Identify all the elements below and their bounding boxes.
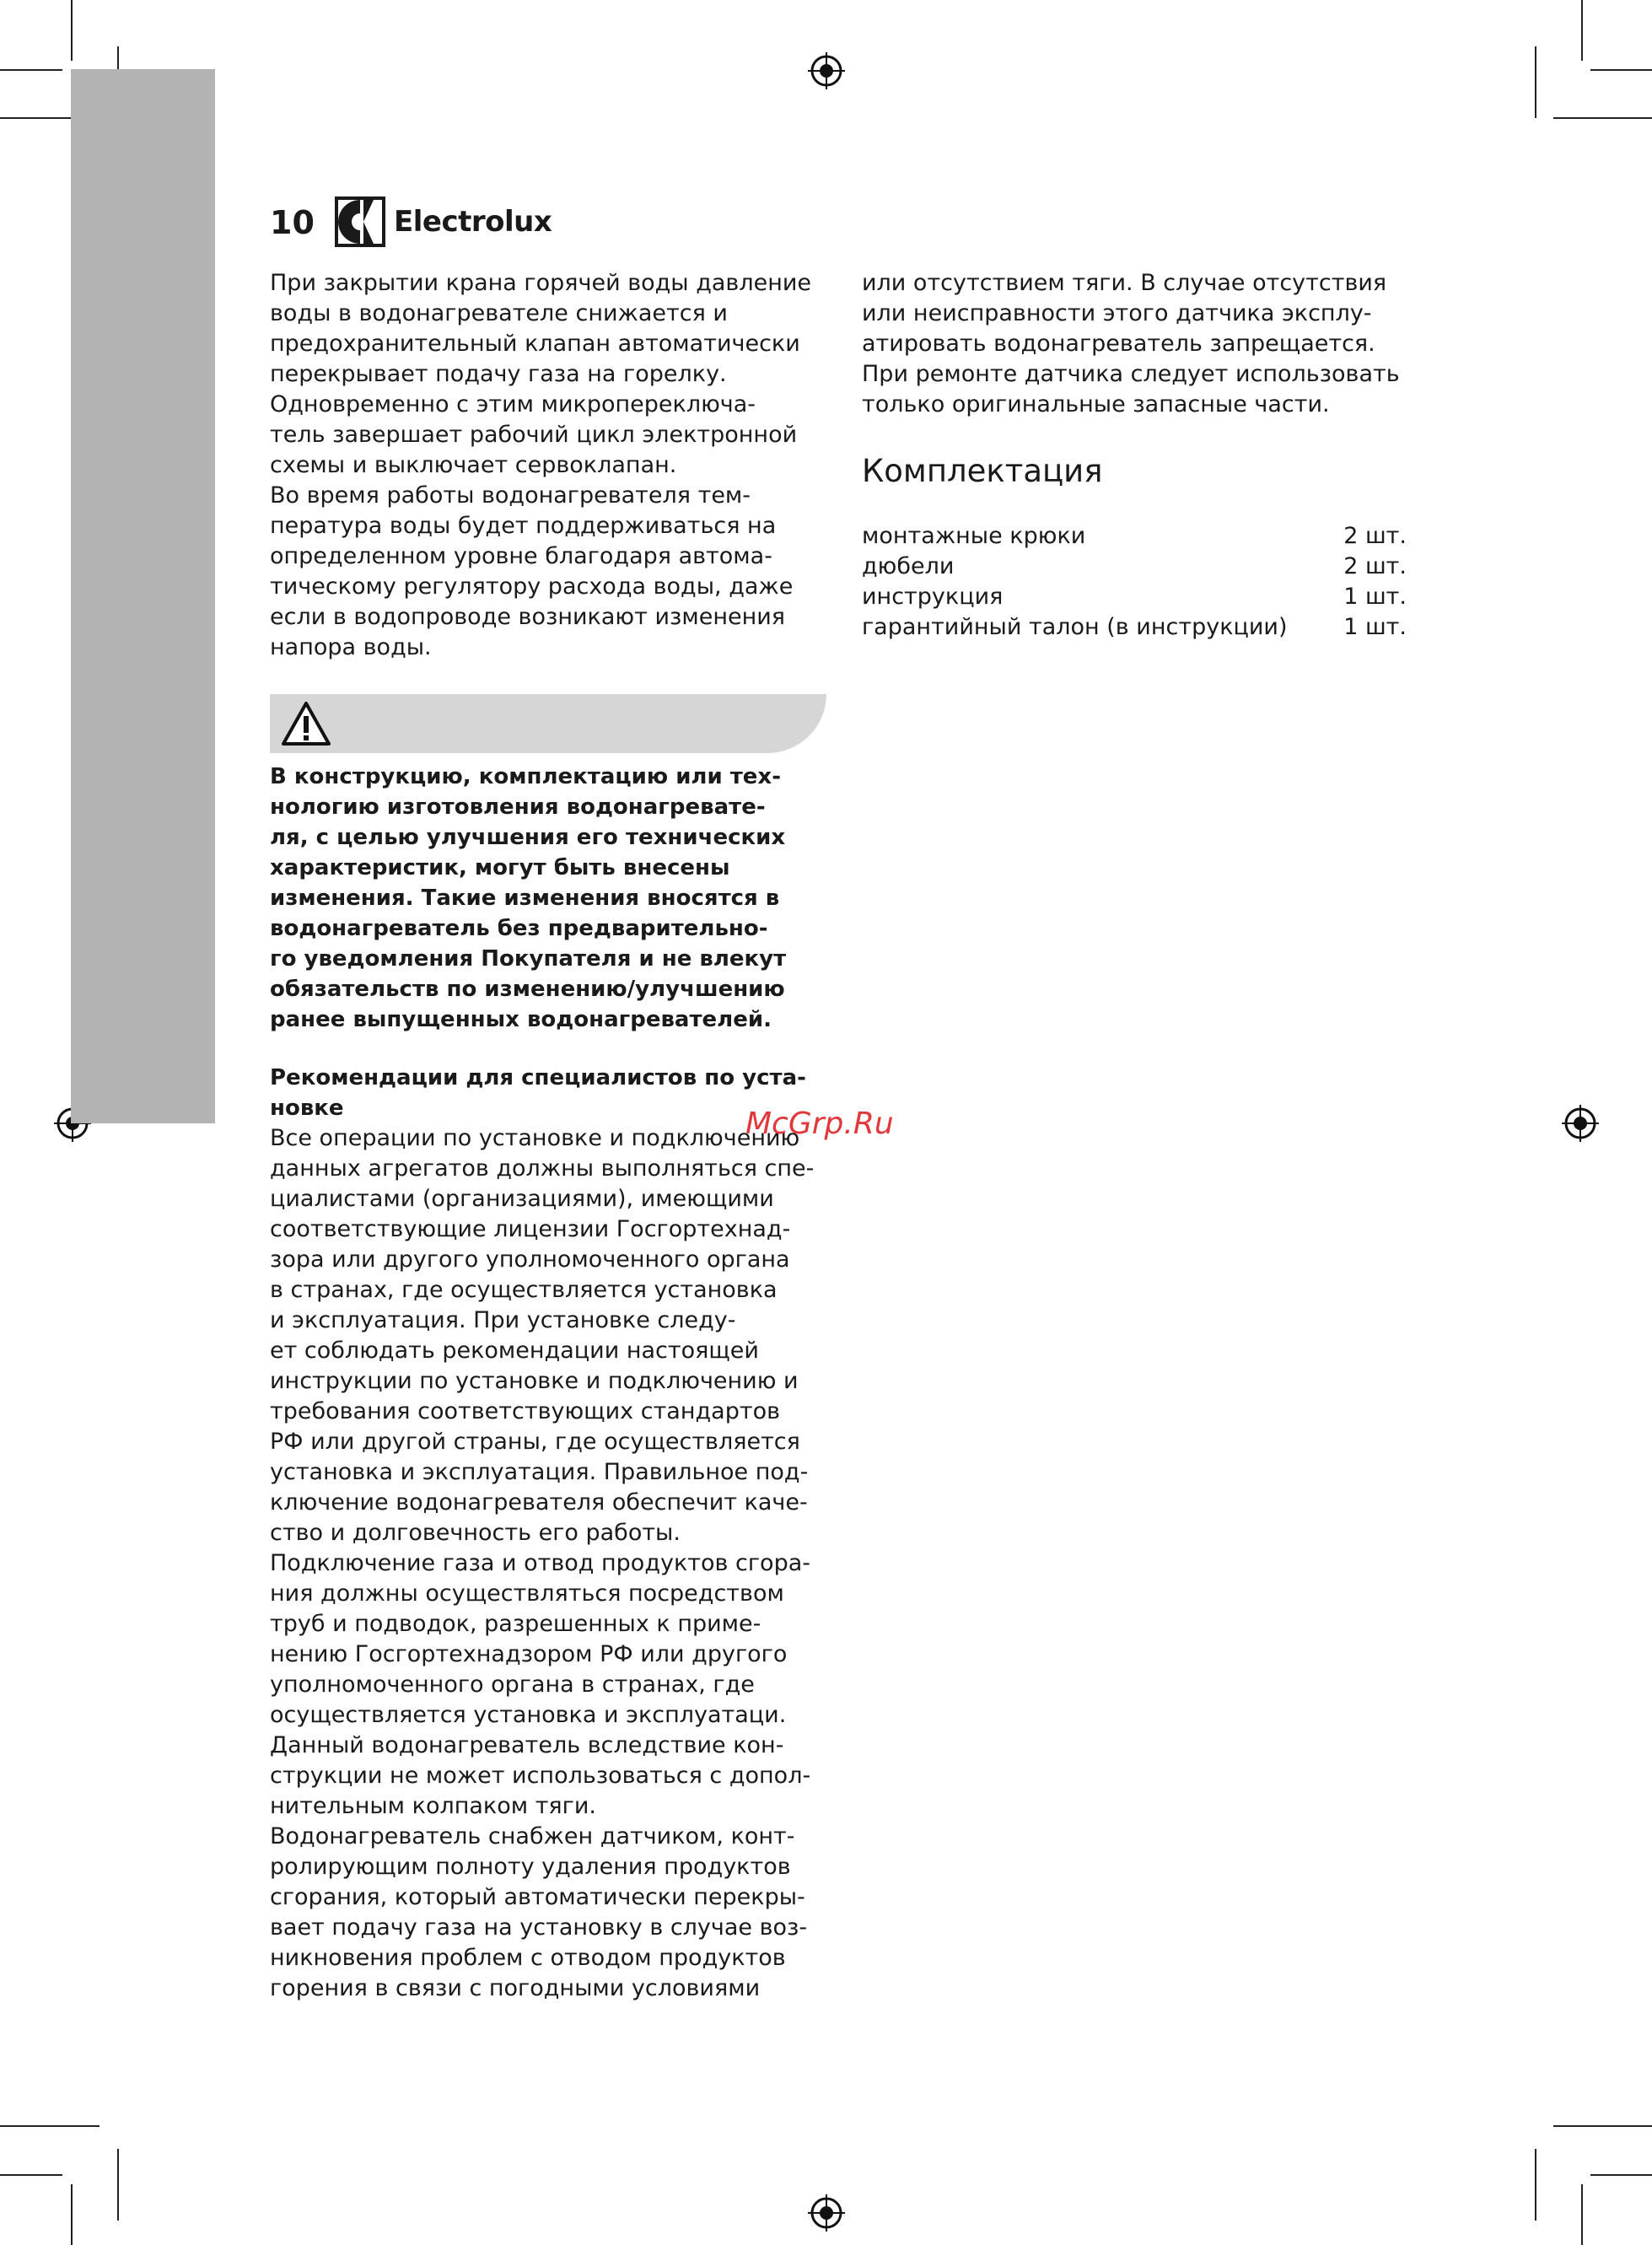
crop-mark — [1535, 2149, 1536, 2221]
crop-mark — [71, 2184, 73, 2245]
section-text: Все операции по установке и подключению данных агрегатов должны выполняться спе- циалистами (организациями), имеющими соответствующие лицензии Госгортехнад- зора или другого уполномоченного органа в странах, где осуществляется установка и эксплуатация. При установке следу- ет соблюдать рекомендации настоящей инструкции по установке и подключению и требования соответствующих стандартов РФ или другой страны, где осуществляется установка и эксплуатация. Правильное под- ключение водонагревателя обеспечит каче- ство и долговечность его работы. Подключение газа и отвод продуктов сгора- ния должны осуществляться посредством труб и подводок, разрешенных к приме- нению Госгортехнадзором РФ или другого уполномоченного органа в странах, где осуществляется установка и эксплуатаци. Данный водонагреватель вследствие кон- струкции не может использоваться с допол- нительным колпаком тяги. Водонагреватель снабжен датчиком, конт- ролирующим полноту удаления продуктов сгорания, который автоматически перекры- вает подачу газа на установку в случае воз- никновения проблем с отводом продуктов горения в связи с погодными условиями — [270, 1125, 815, 2001]
warning-triangle-icon — [280, 700, 332, 747]
crop-mark — [0, 69, 62, 71]
crop-mark — [1553, 117, 1652, 119]
registration-mark-icon — [1562, 1105, 1599, 1142]
kit-row — [862, 552, 1407, 582]
kit-row — [862, 582, 1407, 612]
kit-item-name: инструкция — [862, 584, 1004, 610]
intro-paragraph: При закрытии крана горячей воды давление воды в водонагревателе снижается и предохранительный клапан автоматически перекрывает подачу газа на горелку. Одновременно с этим микропереключа- тель завершает рабочий цикл электронной схемы и выключает сервоклапан. Во время работы водонагревателя тем- пература воды будет поддерживаться на определенном уровне благодаря автома- тическому регулятору расхода воды, даже если в водопроводе возникают изменения напора воды. — [270, 270, 812, 660]
kit-item-qty: 2 шт. — [1343, 553, 1407, 579]
kit-item-qty: 1 шт. — [1343, 614, 1407, 640]
warning-block — [270, 762, 835, 1035]
crop-mark — [1590, 2174, 1652, 2176]
brand-logo — [335, 197, 552, 247]
crop-mark — [71, 0, 73, 61]
registration-mark-icon — [808, 52, 845, 89]
left-column — [270, 268, 835, 663]
crop-mark — [1590, 69, 1652, 71]
warning-bar — [270, 694, 826, 753]
kit-item-qty: 2 шт. — [1343, 523, 1407, 549]
crop-mark — [1535, 46, 1536, 118]
kit-row — [862, 521, 1407, 552]
section-heading: Рекомендации для специалистов по уста- новке — [270, 1065, 806, 1121]
installation-section — [270, 1063, 835, 2004]
crop-mark — [0, 2174, 62, 2176]
warning-text: В конструкцию, комплектацию или тех- нологию изготовления водонагревате- ля, с целью улучшения его технических характеристик, могут быть внесены изменения. Такие изменения вносятся в водонагреватель без предварительно- го уведомления Покупателя и не влекут обязательств по изменению/улучшению ранее выпущенных водонагревателей. — [270, 764, 787, 1032]
crop-mark — [117, 2149, 119, 2221]
kit-title: Комплектация — [862, 453, 1103, 489]
kit-item-qty: 1 шт. — [1343, 584, 1407, 610]
electrolux-logo-icon — [335, 197, 385, 247]
kit-item-name: дюбели — [862, 553, 955, 579]
registration-mark-icon — [808, 2194, 845, 2232]
crop-mark — [1581, 0, 1583, 61]
kit-table — [862, 521, 1407, 643]
page-number: 10 — [270, 204, 315, 241]
watermark-link[interactable]: McGrp.Ru — [745, 1106, 894, 1141]
kit-row — [862, 612, 1407, 643]
right-paragraph: или отсутствием тяги. В случае отсутствия или неисправности этого датчика эксплу- атировать водонагреватель запрещается. При ремонте датчика следует использовать только оригинальные запасные части. — [862, 270, 1400, 417]
brand-name: Electrolux — [394, 205, 552, 239]
crop-mark — [1581, 2184, 1583, 2245]
crop-mark — [0, 2125, 100, 2127]
right-column — [862, 268, 1427, 420]
side-band — [71, 69, 215, 1123]
crop-mark — [1553, 2125, 1652, 2127]
kit-item-name: гарантийный талон (в инструкции) — [862, 614, 1288, 640]
kit-item-name: монтажные крюки — [862, 523, 1086, 549]
